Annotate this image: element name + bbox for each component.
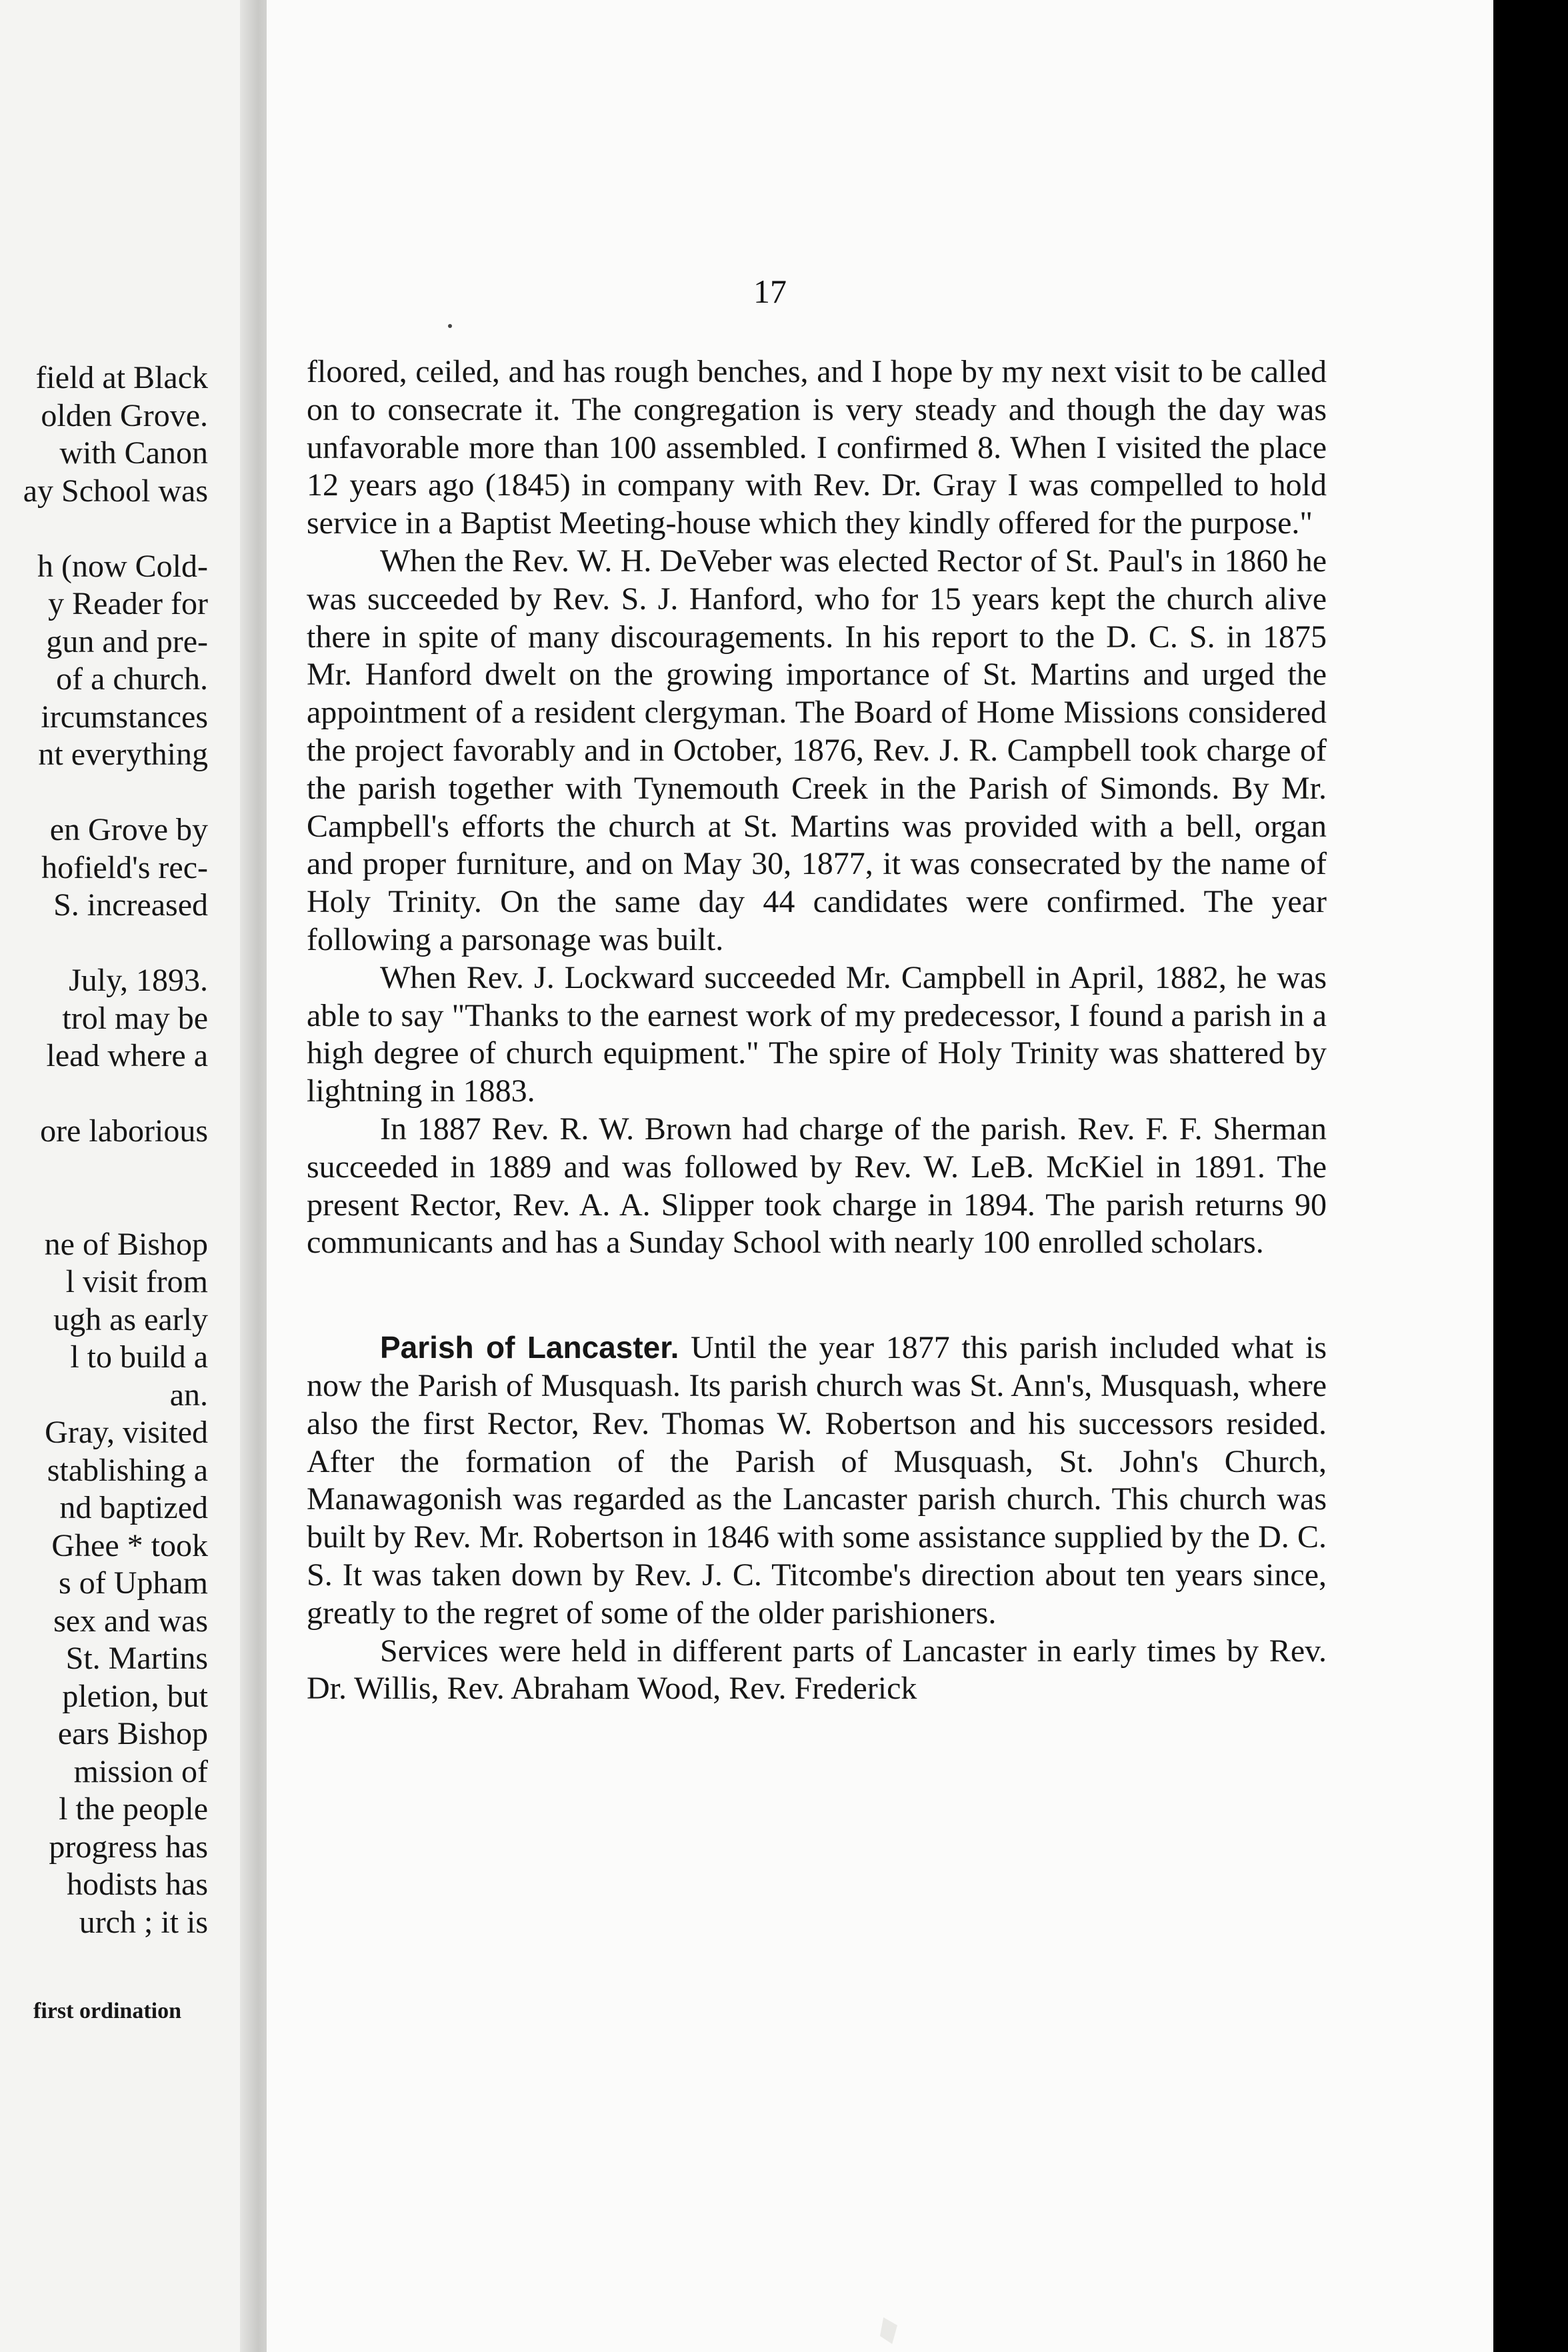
page-number: 17	[753, 273, 787, 310]
left-page-line: progress has	[49, 1829, 208, 1865]
left-page-line: l to build a	[70, 1339, 208, 1375]
left-page-line: an.	[169, 1377, 208, 1413]
paragraph: When Rev. J. Lockward succeeded Mr. Campbell in April, 1882, he was able to say "Thanks to the earnest work of my predecessor, I found a parish in a high degree of church equipment." The spire of Holy Trinity was shattered by lightning in 1883.	[307, 959, 1327, 1109]
left-page-line: en Grove by	[49, 812, 208, 847]
left-page-line: urch ; it is	[79, 1904, 208, 1940]
scan-border	[1493, 0, 1568, 2352]
lancaster-paragraph	[307, 1329, 1327, 1632]
left-page-line: July, 1893.	[69, 963, 208, 998]
left-page-line: ore laborious	[40, 1113, 208, 1149]
left-page-line: nd baptized	[59, 1490, 208, 1525]
left-page-line: of a church.	[56, 661, 208, 697]
left-page-line: ircumstances	[41, 699, 208, 735]
paragraph: floored, ceiled, and has rough benches, and I hope by my next visit to be called on to consecrate it. The congregation is very steady and though the day was unfavorable more than 100 assembled. I confirmed 8. When I visited the place 12 years ago (1845) in company with Rev. Dr. Gray I was compelled to hold service in a Baptist Meeting-house which they kindly offered for the purpose."	[307, 354, 1327, 541]
left-page-line: pletion, but	[62, 1678, 208, 1714]
body-text	[307, 353, 1327, 1708]
left-page-line: trol may be	[62, 1000, 208, 1036]
left-page-line: stablishing a	[47, 1452, 208, 1488]
left-page-line: l visit from	[65, 1264, 208, 1299]
left-page-line: with Canon	[59, 435, 208, 471]
left-page-line: ugh as early	[53, 1301, 208, 1337]
left-page-line: Gray, visited	[45, 1415, 208, 1450]
left-page-line: s of Upham	[59, 1565, 208, 1601]
paragraph: When the Rev. W. H. DeVeber was elected Rector of St. Paul's in 1860 he was succeeded by Rev. S. J. Hanford, who for 15 years kept the church alive there in spite of many discouragements. In his report to the D. C. S. in 1875 Mr. Hanford dwelt on the growing importance of St. Martins and urged the appointment of a resident clergyman. The Board of Home Missions considered the project favorably and in October, 1876, Rev. J. R. Campbell took charge of the parish together with Tynemouth Creek in the Parish of Simonds. By Mr. Campbell's efforts the church at St. Martins was provided with a bell, organ and proper furniture, and on May 30, 1877, it was consecrated by the name of Holy Trinity. On the same day 44 candidates were confirmed. The year following a parsonage was built.	[307, 543, 1327, 957]
left-page-line: S. increased	[53, 887, 208, 923]
paragraph-text: Until the year 1877 this parish included what is now the Parish of Musquash. Its parish church was St. Ann's, Musquash, where also the first Rector, Rev. Thomas W. Robertson and his successors resided. After the formation of the Parish of Musquash, St. John's Church, Manawagonish was regarded as the Lancaster parish church. This church was built by Rev. Mr. Robertson in 1846 with some assistance supplied by the D. C. S. It was taken down by Rev. J. C. Titcombe's direction about ten years since, greatly to the regret of some of the older parishioners.	[307, 1330, 1327, 1631]
left-page-line: gun and pre-	[46, 623, 208, 659]
left-page-line: field at Black	[35, 360, 208, 395]
left-page-line: nt everything	[38, 737, 208, 772]
left-page-line: ne of Bishop	[44, 1226, 208, 1262]
left-page-line: St. Martins	[65, 1641, 208, 1676]
section-heading: Parish of Lancaster.	[380, 1330, 679, 1365]
left-page-line: lead where a	[46, 1038, 208, 1073]
left-page-line: ears Bishop	[57, 1716, 208, 1751]
left-page-line: ay School was	[23, 473, 208, 509]
paragraph: In 1887 Rev. R. W. Brown had charge of the parish. Rev. F. F. Sherman succeeded in 1889 and was followed by Rev. W. LeB. McKiel in 1891. The present Rector, Rev. A. A. Slipper took charge in 1894. The parish returns 90 communicants and has a Sunday School with nearly 100 enrolled scholars.	[307, 1111, 1327, 1261]
left-page-line: hofield's rec-	[41, 849, 208, 885]
left-page-line: y Reader for	[48, 586, 208, 621]
left-page-line: l the people	[59, 1791, 208, 1827]
left-page-line: Ghee * took	[51, 1527, 208, 1563]
left-page-line: olden Grove.	[41, 397, 208, 433]
left-page-line: h (now Cold-	[37, 548, 208, 584]
scan-speck	[448, 324, 452, 328]
left-page-fragment	[0, 0, 248, 2352]
paragraph: Services were held in different parts of Lancaster in early times by Rev. Dr. Willis, Rev. Abraham Wood, Rev. Frederick	[307, 1633, 1327, 1707]
left-page-line: hodists has	[66, 1867, 208, 1902]
left-page-line: sex and was	[53, 1603, 208, 1639]
left-page-line: mission of	[73, 1753, 208, 1789]
left-footnote: first ordination	[33, 1999, 181, 2023]
